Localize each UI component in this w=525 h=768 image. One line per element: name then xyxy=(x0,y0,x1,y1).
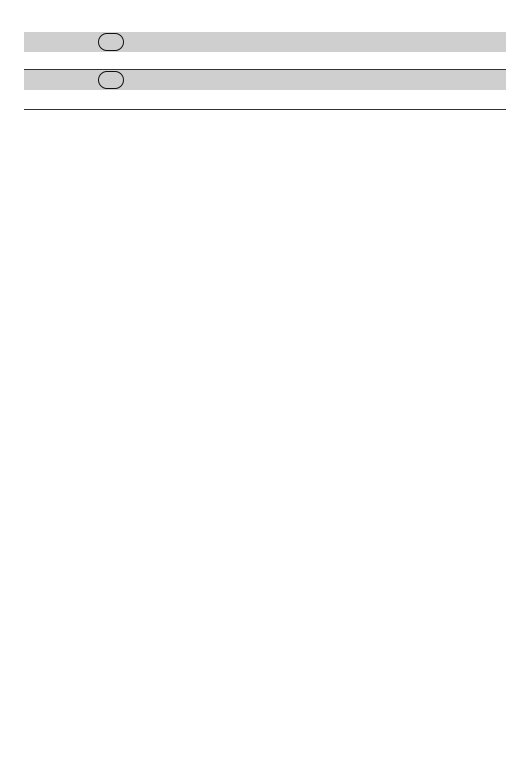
editoriale-row[interactable] xyxy=(24,52,506,70)
editoriale-section-header xyxy=(24,32,506,52)
indici-label xyxy=(98,71,124,89)
table-of-contents xyxy=(24,32,506,110)
cavita-row[interactable] xyxy=(24,90,506,110)
editoriale-label xyxy=(98,33,124,51)
indici-section-header xyxy=(24,70,506,90)
